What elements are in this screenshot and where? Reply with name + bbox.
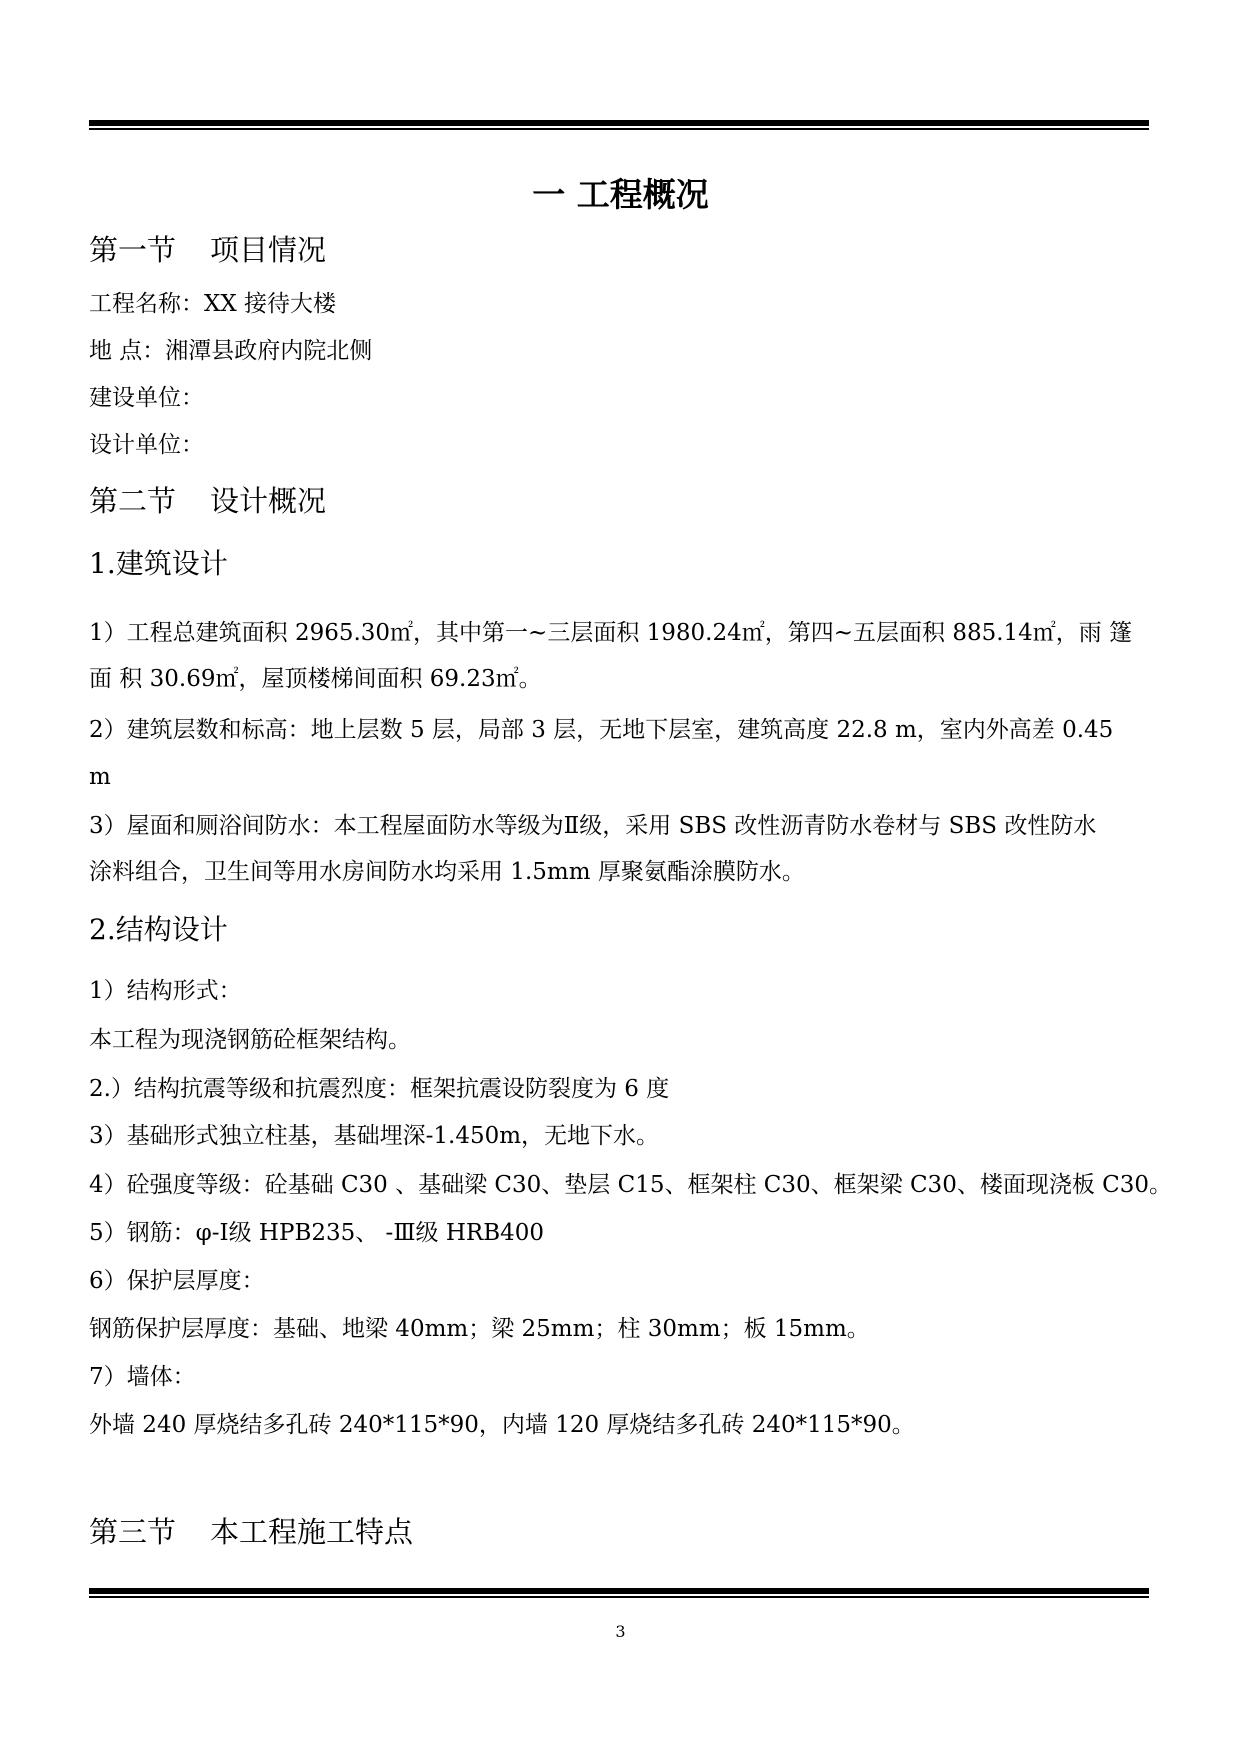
section-3-title: 本工程施工特点 xyxy=(210,1515,414,1549)
section-1-title: 项目情况 xyxy=(210,233,327,267)
struct-line: 1）结构形式： xyxy=(89,978,242,1004)
struct-line: 4）砼强度等级：砼基础 C30 、基础梁 C30、垫层 C15、框架柱 C30、框架梁 C30、楼面现浇板 C30。 xyxy=(89,1172,1172,1198)
arch-paragraph-line: m xyxy=(89,764,111,790)
struct-line: 7）墙体： xyxy=(89,1364,196,1390)
section-2-heading xyxy=(89,483,326,519)
section-3-heading xyxy=(89,1514,413,1550)
section-1-number: 第一节 xyxy=(89,233,177,267)
subheading-architecture: 1.建筑设计 xyxy=(89,547,228,580)
header-rule xyxy=(89,120,1149,130)
designer-line: 设计单位： xyxy=(89,432,204,458)
page-number: 3 xyxy=(615,1622,626,1641)
arch-paragraph-line: 面 积 30.69㎡，屋顶楼梯间面积 69.23㎡。 xyxy=(89,666,542,692)
arch-paragraph-line: 涂料组合，卫生间等用水房间防水均采用 1.5mm 厚聚氨酯涂膜防水。 xyxy=(89,859,805,885)
struct-line: 本工程为现浇钢筋砼框架结构。 xyxy=(89,1027,411,1053)
arch-paragraph-line: 2）建筑层数和标高：地上层数 5 层，局部 3 层，无地下层室，建筑高度 22.8 m，室内外高差 0.45 xyxy=(89,717,1114,743)
arch-paragraph-line: 1）工程总建筑面积 2965.30㎡，其中第一~三层面积 1980.24㎡，第四~五层面积 885.14㎡，雨 篷 xyxy=(89,620,1133,646)
section-1-heading xyxy=(89,232,326,268)
arch-paragraph-line: 3）屋面和厕浴间防水：本工程屋面防水等级为Ⅱ级，采用 SBS 改性沥青防水卷材与 SBS 改性防水 xyxy=(89,813,1097,839)
project-name-line: 工程名称：XX 接待大楼 xyxy=(89,291,337,317)
struct-line: 3）基础形式独立柱基，基础埋深-1.450m，无地下水。 xyxy=(89,1123,660,1149)
subheading-structure: 2.结构设计 xyxy=(89,913,228,946)
section-2-number: 第二节 xyxy=(89,484,177,518)
struct-line: 2.）结构抗震等级和抗震烈度：框架抗震设防裂度为 6 度 xyxy=(89,1076,670,1102)
struct-line: 钢筋保护层厚度：基础、地梁 40mm；梁 25mm；柱 30mm；板 15mm。 xyxy=(89,1316,870,1342)
struct-line: 6）保护层厚度： xyxy=(89,1268,265,1294)
struct-line: 5）钢筋：φ-Ⅰ级 HPB235、 -Ⅲ级 HRB400 xyxy=(89,1220,544,1246)
chapter-title: 一 工程概况 xyxy=(532,175,709,214)
section-2-title: 设计概况 xyxy=(210,484,327,518)
struct-line: 外墙 240 厚烧结多孔砖 240*115*90，内墙 120 厚烧结多孔砖 240*115*90。 xyxy=(89,1412,915,1438)
section-3-number: 第三节 xyxy=(89,1515,177,1549)
footer-rule xyxy=(89,1588,1149,1598)
location-line: 地 点：湘潭县政府内院北侧 xyxy=(89,338,373,364)
owner-line: 建设单位： xyxy=(89,385,204,411)
